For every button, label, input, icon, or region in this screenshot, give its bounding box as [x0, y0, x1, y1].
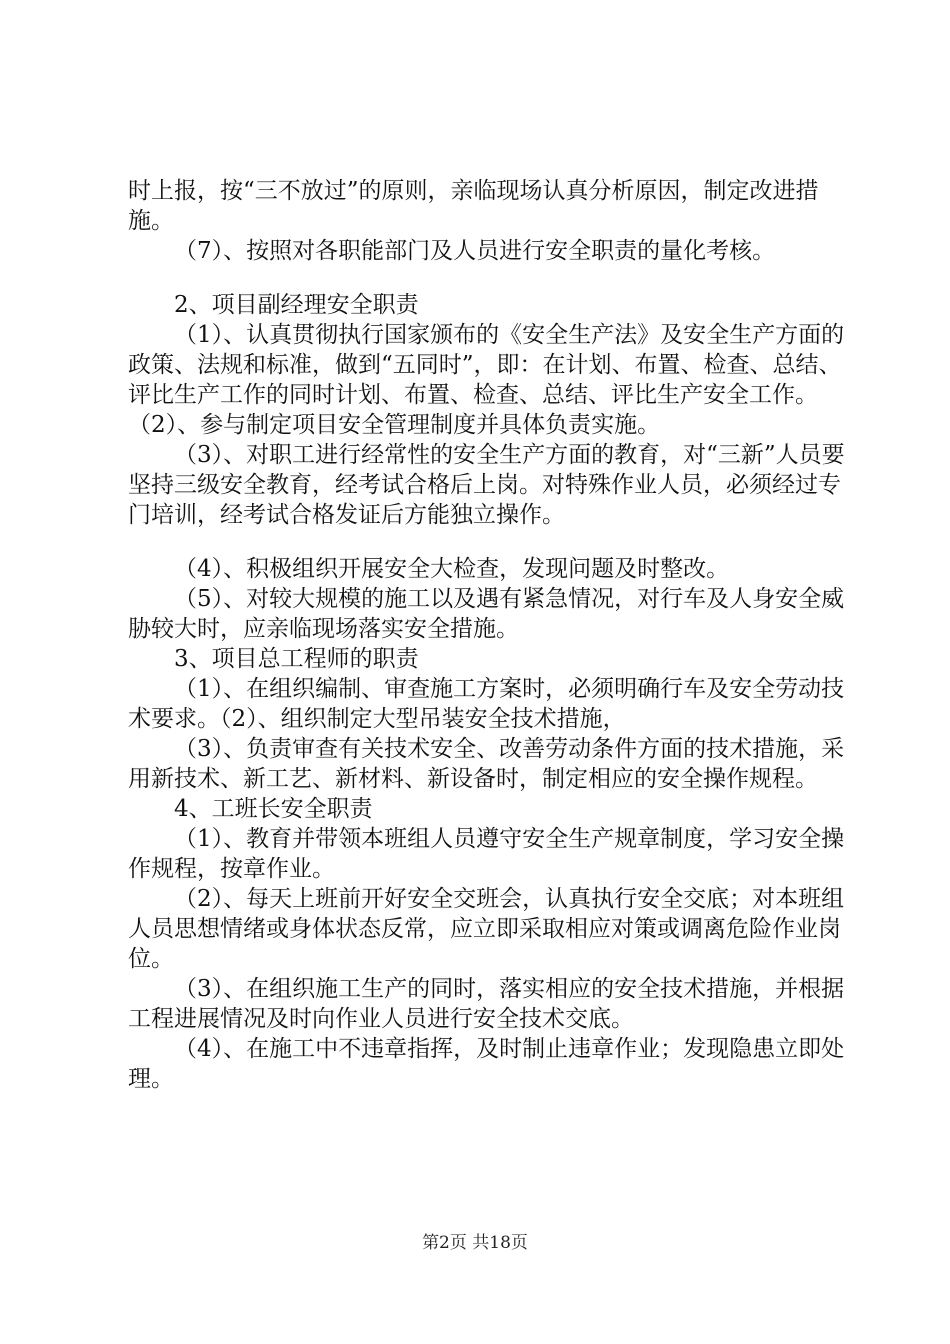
document-body [128, 176, 850, 1094]
paragraph-deputy-item-5: （5）、对较大规模的施工以及遇有紧急情况，对行车及人身安全威胁较大时，应亲临现场落实安全措施。 [128, 586, 845, 642]
paragraph-gap [128, 530, 850, 554]
paragraph-gap [128, 266, 850, 290]
paragraph-leader-item-3: （3）、在组织施工生产的同时，落实相应的安全技术措施，并根据工程进展情况及时向作业人员进行安全技术交底。 [128, 976, 845, 1032]
paragraph-engineer-item-1-2: （1）、在组织编制、审查施工方案时，必须明确行车及安全劳动技术要求。（2）、组织制定大型吊装安全技术措施， [128, 676, 845, 732]
paragraph-item-7: （7）、按照对各职能部门及人员进行安全职责的量化考核。 [174, 238, 776, 264]
paragraph-engineer-item-3: （3）、负责审查有关技术安全、改善劳动条件方面的技术措施，采用新技术、新工艺、新材料、新设备时，制定相应的安全操作规程。 [128, 736, 845, 792]
paragraph-continued: 时上报，按“三不放过”的原则，亲临现场认真分析原因，制定改进措施。 [128, 178, 819, 234]
paragraph-deputy-item-3: （3）、对职工进行经常性的安全生产方面的教育，对“三新”人员要坚持三级安全教育，经考试合格后上岗。对特殊作业人员，必须经过专门培训，经考试合格发证后方能独立操作。 [128, 442, 845, 528]
paragraph-leader-item-1: （1）、教育并带领本班组人员遵守安全生产规章制度，学习安全操作规程，按章作业。 [128, 826, 845, 882]
page-number-footer: 第2页 共18页 [422, 1233, 528, 1253]
paragraph-leader-item-2: （2）、每天上班前开好安全交班会，认真执行安全交底；对本班组人员思想情绪或身体状态反常，应立即采取相应对策或调离危险作业岗位。 [128, 886, 845, 972]
paragraph-deputy-item-4: （4）、积极组织开展安全大检查，发现问题及时整改。 [174, 556, 730, 582]
section-heading-deputy-manager: 2、项目副经理安全职责 [174, 292, 419, 318]
section-heading-team-leader: 4、工班长安全职责 [174, 796, 373, 822]
section-heading-chief-engineer: 3、项目总工程师的职责 [174, 646, 419, 672]
paragraph-deputy-item-1-2: （1）、认真贯彻执行国家颁布的《安全生产法》及安全生产方面的政策、法规和标准，做到“五同时”，即：在计划、布置、检查、总结、评比生产工作的同时计划、布置、检查、总结、评比生产安全工作。（2）、参与制定项目安全管理制度并具体负责实施。 [128, 322, 845, 438]
paragraph-leader-item-4: （4）、在施工中不违章指挥，及时制止违章作业；发现隐患立即处理。 [128, 1036, 845, 1092]
